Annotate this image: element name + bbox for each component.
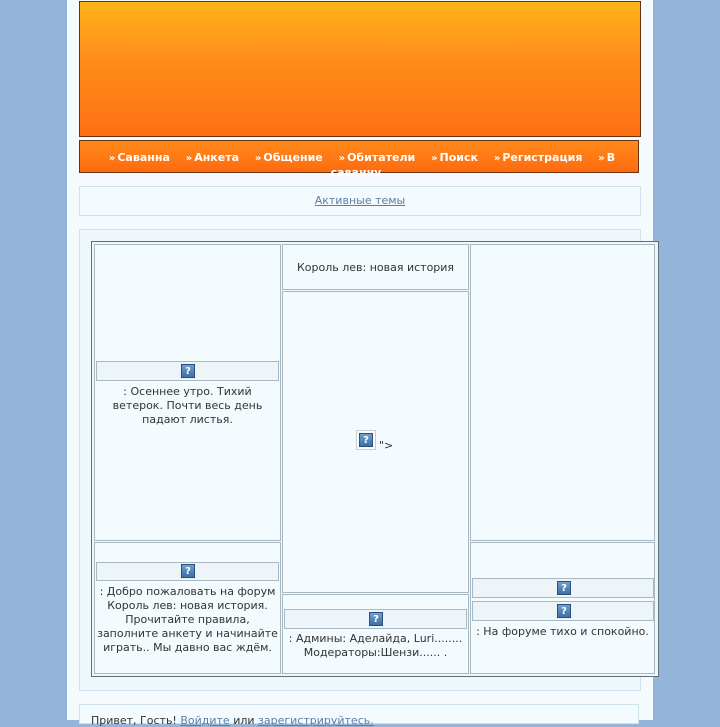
or-text: или <box>229 714 259 727</box>
broken-image-icon: ? <box>359 433 373 447</box>
nav-item-savanna[interactable]: » Саванна <box>108 151 170 164</box>
image-strip <box>472 578 654 598</box>
broken-image-icon: ? <box>557 581 571 595</box>
double-chevron-icon: » <box>185 153 193 164</box>
broken-image-icon: ? <box>557 604 571 618</box>
image-strip <box>472 601 654 621</box>
image-strip <box>96 361 279 381</box>
double-chevron-icon: » <box>493 153 501 164</box>
grid-cell-right-top <box>470 244 655 541</box>
image-frame <box>356 430 376 450</box>
broken-image-icon: ? <box>181 564 195 578</box>
double-chevron-icon: » <box>254 153 262 164</box>
broken-image-icon: ? <box>181 364 195 378</box>
grid-cell-right-bottom <box>470 542 655 674</box>
active-topics-link[interactable]: Активные темы <box>314 194 406 207</box>
broken-image-icon: ? <box>369 612 383 626</box>
welcome-bar <box>79 704 639 727</box>
cell-text: : Админы: Аделайда, Luri........ Модераторы:Шензи...... . <box>288 632 463 659</box>
layout-grid <box>91 241 659 677</box>
cell-text: "> <box>379 439 394 452</box>
image-strip <box>284 609 467 629</box>
nav-item-members[interactable]: » Обитатели <box>338 151 416 164</box>
cell-text: : На форуме тихо и спокойно. <box>476 625 649 638</box>
main-navigation <box>79 140 639 179</box>
grid-cell-left-top <box>94 244 281 541</box>
greeting-text: Привет, Гость! <box>91 714 181 727</box>
register-link[interactable]: зарегистрируйтесь. <box>258 714 374 727</box>
forum-title: Король лев: новая история <box>296 261 455 274</box>
grid-cell-center-bottom <box>282 594 469 674</box>
nav-item-search[interactable]: » Поиск <box>431 151 478 164</box>
image-strip <box>96 562 279 581</box>
double-chevron-icon: » <box>431 153 438 164</box>
header-banner <box>79 1 641 137</box>
login-link[interactable]: Войдите <box>180 714 230 727</box>
double-chevron-icon: » <box>338 153 346 164</box>
nav-item-to-savanna[interactable]: » В саванну <box>330 151 616 179</box>
cell-text: : Осеннее утро. Тихий ветерок. Почти весь день падают листья. <box>112 385 263 426</box>
double-chevron-icon: » <box>598 153 605 164</box>
nav-item-chat[interactable]: » Общение <box>254 151 323 164</box>
nav-item-register[interactable]: » Регистрация <box>493 151 583 164</box>
double-chevron-icon: » <box>108 153 116 164</box>
cell-text: : Добро пожаловать на форум Король лев: новая история. Прочитайте правила, заполните анкету и начинайте играть.. Мы давно вас ждём. <box>97 585 278 654</box>
grid-cell-left-bottom <box>94 542 281 674</box>
nav-item-profile-form[interactable]: » Анкета <box>185 151 240 164</box>
grid-cell-center-title <box>282 244 469 290</box>
active-topics-bar <box>79 186 641 216</box>
grid-cell-center-middle <box>282 291 469 593</box>
